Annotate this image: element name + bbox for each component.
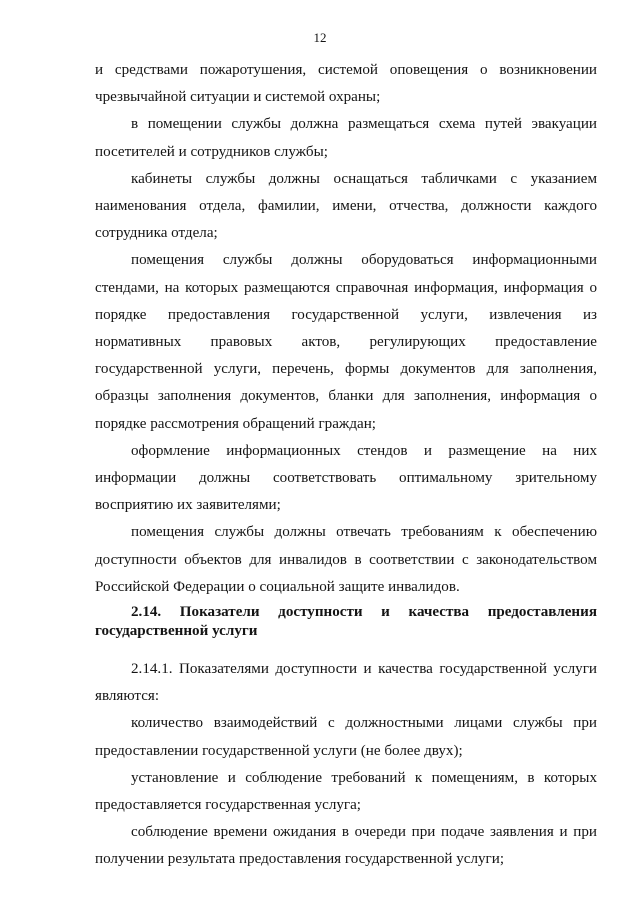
section-heading: 2.14. Показатели доступности и качества предоставления государственной услуги (95, 604, 597, 640)
page-body (95, 57, 597, 874)
paragraph-office-signs: кабинеты службы должны оснащаться табличками с указанием наименования отдела, фамилии, имени, отчества, должности каждого сотрудника отдела; (95, 170, 597, 242)
paragraph-indicators-intro: 2.14.1. Показателями доступности и качества государственной услуги являются: (95, 661, 597, 705)
paragraph-continuation: и средствами пожаротушения, системой оповещения о возникновении чрезвычайной ситуации и системой охраны; (95, 62, 597, 106)
paragraph-waiting-time: соблюдение времени ожидания в очереди при подаче заявления и при получении результата предоставления государственной услуги; (95, 824, 597, 868)
paragraph-stand-design: оформление информационных стендов и размещение на них информации должны соответствовать оптимальному зрительному восприятию их заявителями; (95, 442, 597, 514)
paragraph-accessibility: помещения службы должны отвечать требованиям к обеспечению доступности объектов для инвалидов в соответствии с законодательством Российской Федерации о социальной защите инвалидов. (95, 524, 597, 595)
paragraph-interactions-count: количество взаимодействий с должностными лицами службы при предоставлении государственной услуги (не более двух); (95, 715, 597, 759)
page-number: 12 (313, 30, 327, 45)
heading-spacer (95, 641, 597, 656)
paragraph-evacuation-scheme: в помещении службы должна размещаться схема путей эвакуации посетителей и сотрудников службы; (95, 116, 597, 160)
paragraph-info-stands: помещения службы должны оборудоваться информационными стендами, на которых размещаются справочная информация, информация о порядке предоставления государственной услуги, извлечения из нормативных правовых актов, регулирующих предоставление государственной услуги, перечень, формы документов для заполнения, образцы заполнения документов, бланки для заполнения, информация о порядке рассмотрения обращений граждан; (95, 252, 597, 432)
paragraph-premises-requirements: установление и соблюдение требований к помещениям, в которых предоставляется государственная услуга; (95, 769, 597, 814)
